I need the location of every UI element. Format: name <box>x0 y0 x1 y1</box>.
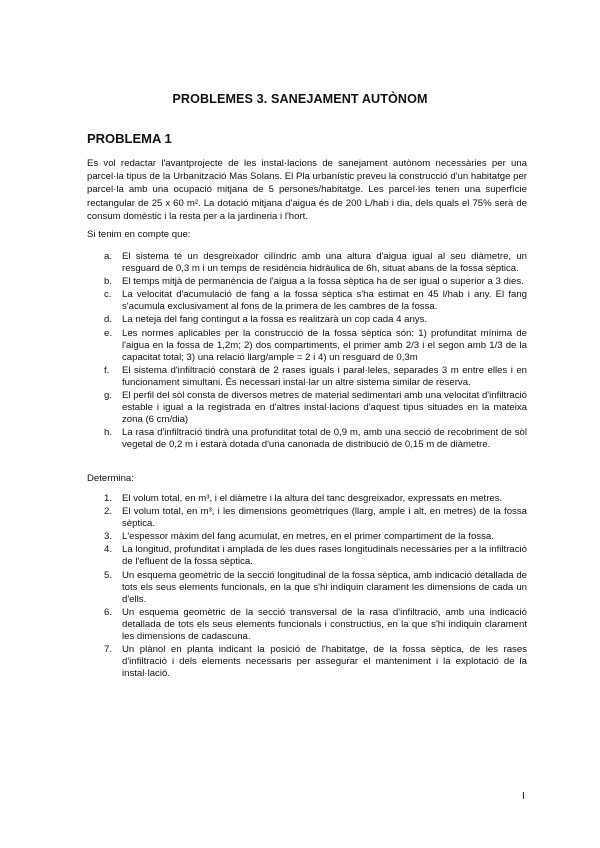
condition-text: La rasa d'infiltració tindrà una profunditat total de 0,9 m, amb una secció de recobriment de sòl vegetal de 0,2 m i estarà dotada d'una canonada de distribució de 0,15 m de diàmetre. <box>122 427 527 451</box>
problem-intro: Es vol redactar l'avantprojecte de les instal·lacions de sanejament autònom necessàries per una parcel·la tipus de la Urbanització Mas Solans. El Pla urbanístic preveu la construcció d'un habitatge per parcel·la amb una ocupació mitjana de 5 persones/habitatge. Les parcel·les tenen una superfície rectangular de 25 x 60 m². La dotació mitjana d'aigua és de 200 L/hab i dia, dels quals el 75% serà de consum domèstic i la resta per a la jardineria i l'hort. <box>87 158 527 222</box>
task-item <box>87 506 527 530</box>
condition-item <box>87 365 527 389</box>
condition-marker: f. <box>104 364 110 376</box>
condition-text: La velocitat d'acumulació de fang a la fossa sèptica s'ha estimat en 45 l/hab i any. El fang s'acumula exclusivament al fons de la primera de les cambres de la fossa. <box>122 289 527 313</box>
condition-item <box>87 289 527 313</box>
task-marker: 1. <box>104 493 113 504</box>
document-title: PROBLEMES 3. SANEJAMENT AUTÒNOM <box>172 92 428 106</box>
condition-marker: g. <box>104 390 113 402</box>
condition-item <box>87 390 527 426</box>
condition-marker: c. <box>104 289 112 301</box>
condition-text: Les normes aplicables per la construcció de la fossa sèptica són: 1) profunditat mínima de l'aigua en la fossa de 1,2m; 2) dos compartiments, el primer amb 2/3 i el segon amb 1/3 de la capacitat total; 3) una relació llarg/ample = 2 i 4) un resguard de 0,3m <box>122 327 527 363</box>
task-text: El volum total, en m³, i les dimensions geomètriques (llarg, ample i alt, en metres) de la fossa sèptica. <box>122 506 527 530</box>
task-text: Un plànol en planta indicant la posició de l'habitatge, de la fossa sèptica, de les rases d'infiltració i dels elements necessaris per assegurar el manteniment i la explotació de la instal·lació. <box>122 644 527 680</box>
condition-marker: d. <box>104 314 113 326</box>
condition-text: El perfil del sòl consta de diversos metres de material sedimentari amb una velocitat d'infiltració estable i igual a la registrada en d'altres instal·lacions d'aquest tipus situades en la mateixa zona (6 cm/dia) <box>122 390 527 426</box>
task-text: La longitud, profunditat i amplada de les dues rases longitudinals necessàries per a la infiltració de l'efluent de la fossa sèptica. <box>122 544 527 568</box>
task-text: L'espessor màxim del fang acumulat, en metres, en el primer compartiment de la fossa. <box>122 531 494 543</box>
tasks-list <box>87 493 527 681</box>
page-number: I <box>522 791 525 802</box>
task-marker: 5. <box>104 569 113 581</box>
task-marker: 3. <box>104 531 113 543</box>
condition-item <box>87 328 527 364</box>
condition-item <box>87 276 527 288</box>
task-item <box>87 607 527 643</box>
conditions-lead: Si tenim en compte que: <box>87 229 191 240</box>
condition-marker: a. <box>104 251 113 262</box>
problem-heading: PROBLEMA 1 <box>87 131 172 146</box>
condition-item <box>87 427 527 451</box>
conditions-list <box>87 251 527 453</box>
task-marker: 7. <box>104 644 113 656</box>
condition-text: El sistema d'infiltració constarà de 2 rases iguals i paral·leles, separades 3 m entre elles i en funcionament simultani. És necessari instal·lar un altre sistema similar de reserva. <box>122 364 527 388</box>
condition-marker: e. <box>104 327 113 339</box>
task-item <box>87 570 527 606</box>
task-marker: 6. <box>104 606 113 618</box>
condition-marker: b. <box>104 276 113 288</box>
task-item <box>87 493 527 505</box>
condition-item <box>87 314 527 326</box>
condition-marker: h. <box>104 427 113 439</box>
condition-text: La neteja del fang contingut a la fossa es realitzarà un cop cada 4 anys. <box>122 314 428 326</box>
tasks-lead: Determina: <box>87 473 134 484</box>
task-text: Un esquema geomètric de la secció longitudinal de la fossa sèptica, amb indicació detallada de tots els seus elements funcionals, en la que s'hi indiquin clarament les dimensions de cada un d'ells. <box>122 569 527 605</box>
condition-text: El temps mitjà de permanència de l'aigua a la fossa sèptica ha de ser igual o superior a 3 dies. <box>122 276 524 288</box>
task-text: El volum total, en m³, i el diàmetre i la altura del tanc desgreixador, expressats en metres. <box>122 493 503 504</box>
task-text: Un esquema geomètric de la secció transversal de la rasa d'infiltració, amb una indicació detallada de tots els seus elements funcionals i constructius, en la que s'hi indiquin clarament les dimensions de cadascuna. <box>122 606 527 643</box>
task-item <box>87 644 527 680</box>
condition-item <box>87 251 527 275</box>
task-marker: 2. <box>104 506 113 518</box>
task-item <box>87 531 527 543</box>
condition-text: El sistema té un desgreixador cilíndric amb una altura d'aigua igual al seu diàmetre, un resguard de 0,3 m i un temps de residència hidràulica de 6h, situat abans de la fossa sèptica. <box>122 251 527 275</box>
task-marker: 4. <box>104 544 113 556</box>
task-item <box>87 544 527 568</box>
